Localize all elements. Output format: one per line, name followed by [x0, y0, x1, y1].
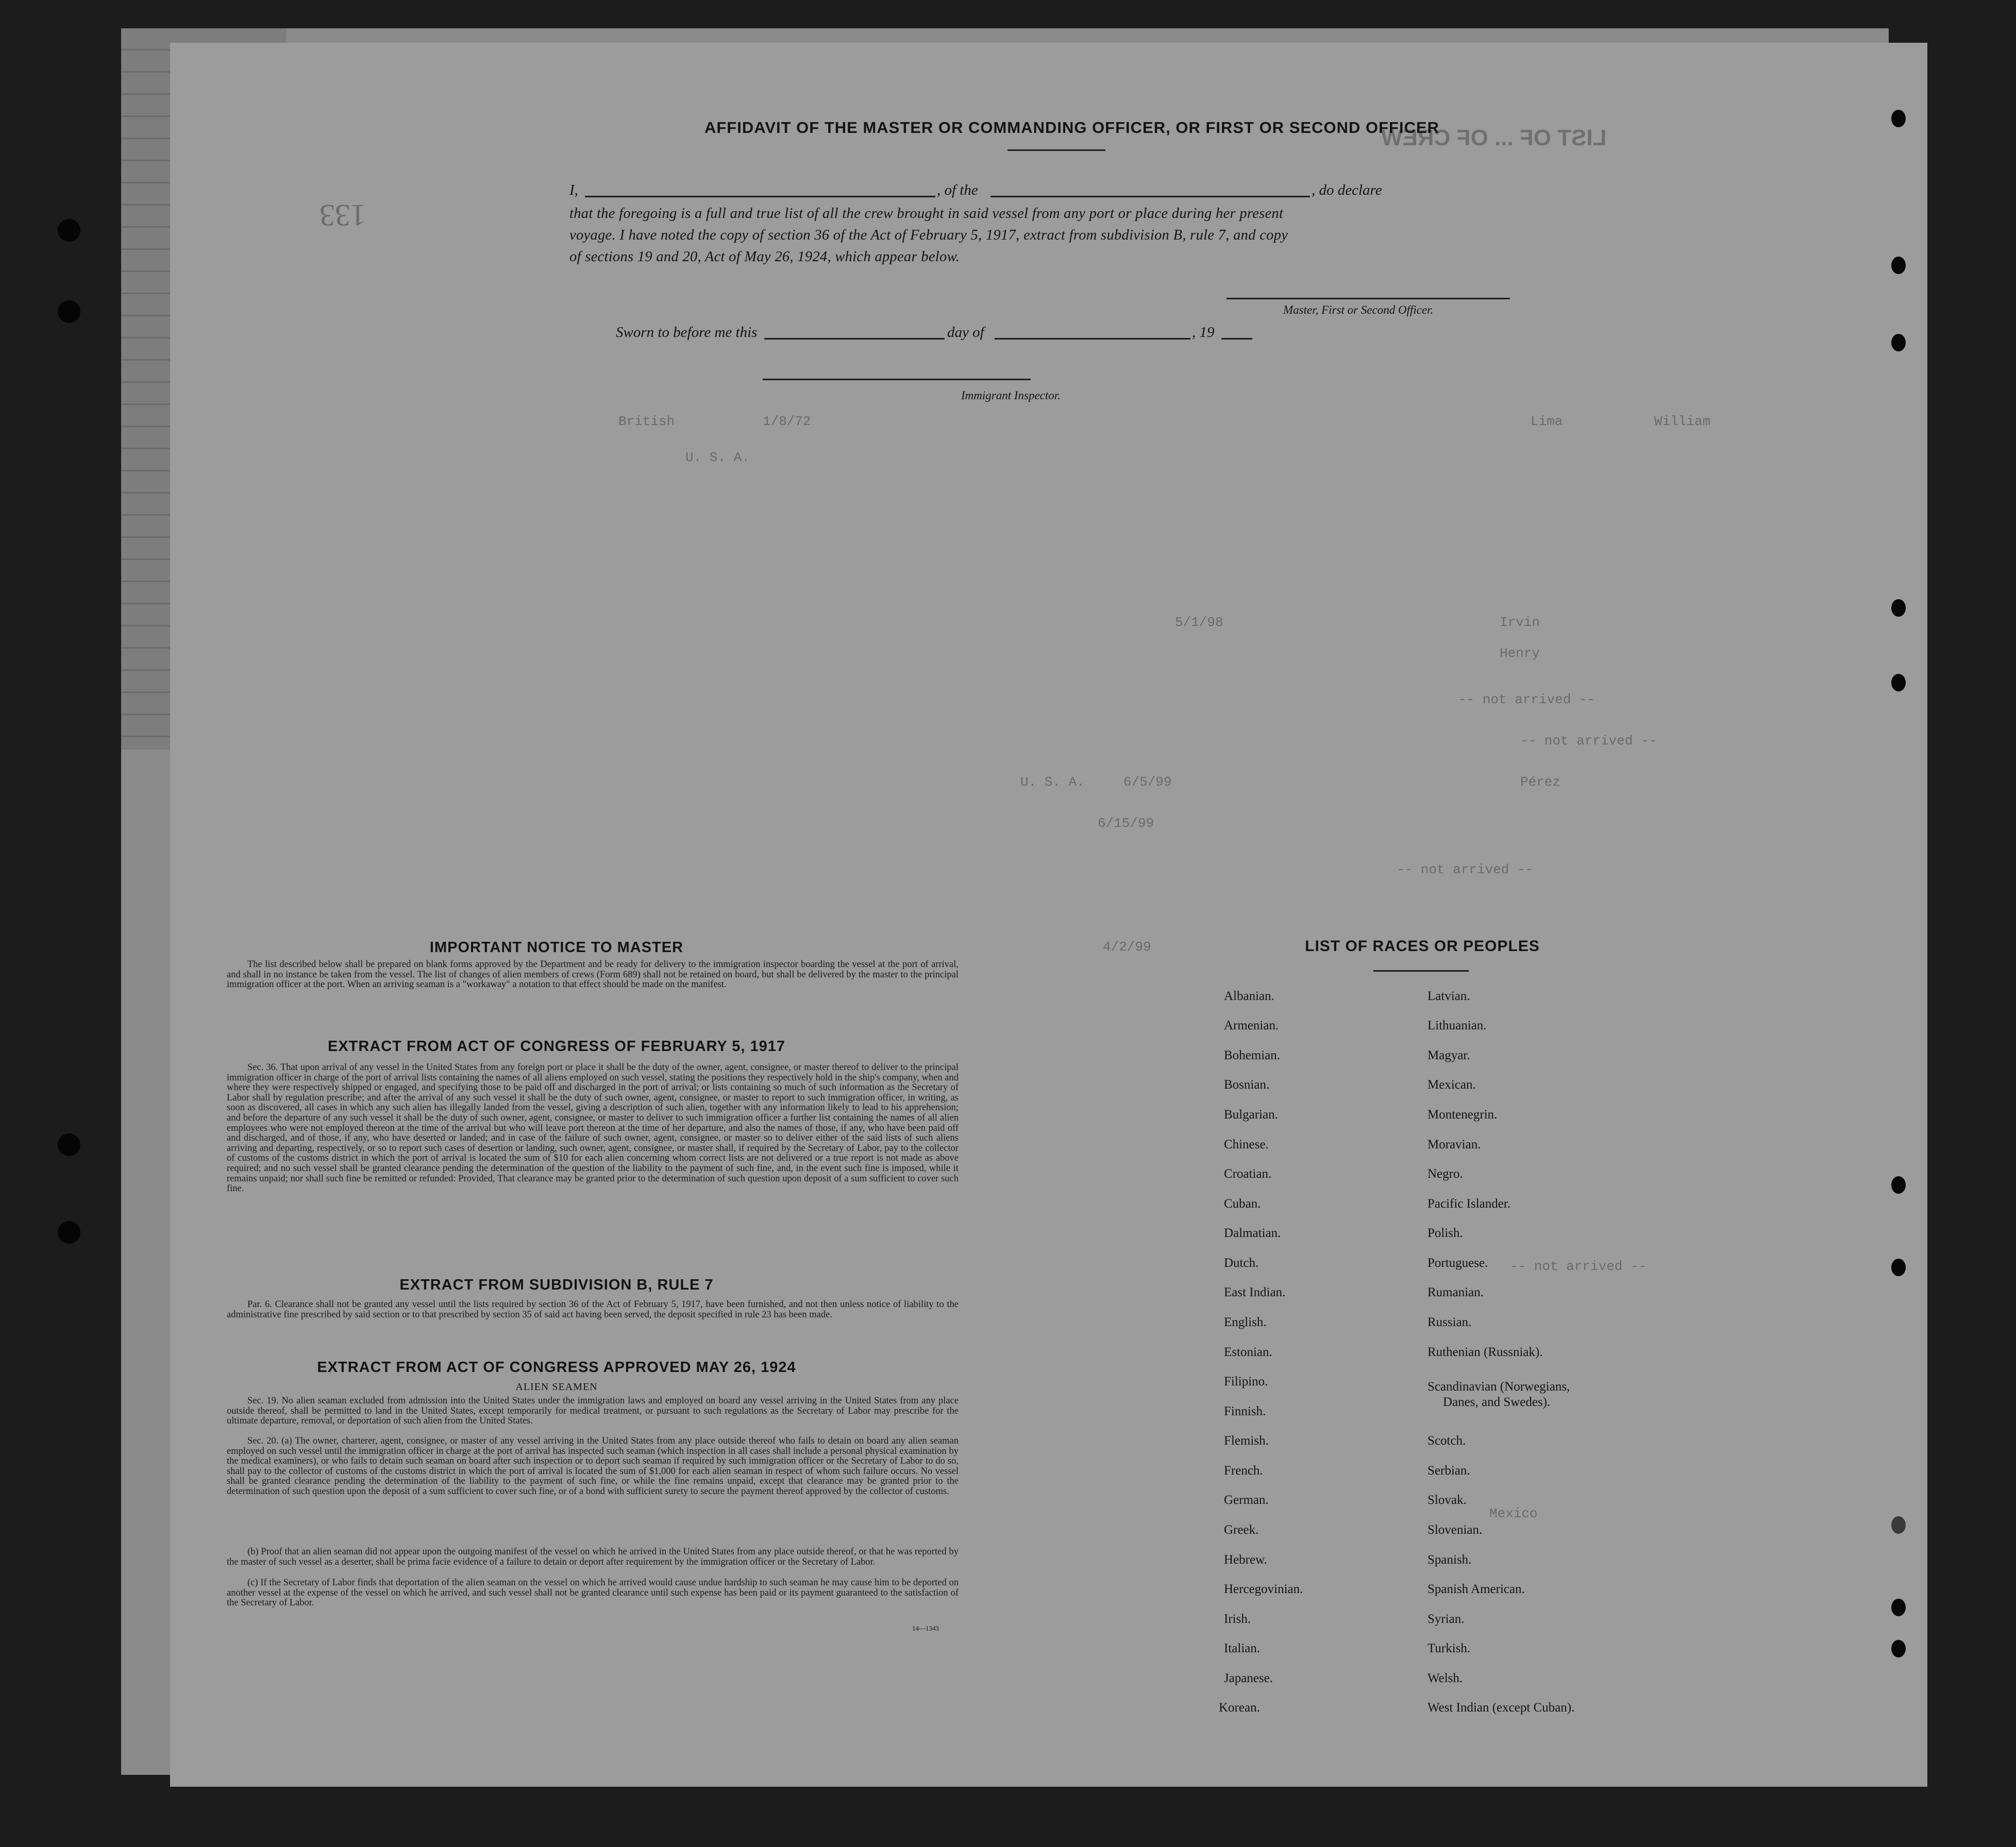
race-item: Slovak. — [1427, 1493, 1467, 1507]
extract-1917-text: Sec. 36. That upon arrival of any vessel in the United States from any foreign port or place it shall be the duty of the owner, agent, consignee, or master thereof to deliver to the principal immigration officer in charge of the port of arrival lists containing the names of all aliens employed on such vessel, stating the positions they respectively hold in the ship's company, when and where they were respectively shipped or engaged, and specifying those to be paid off and discharged in the port of arrival; or lists containing so much of such information as the Secretary of Labor shall by regulation prescribe; and after the arrival of any such vessel it shall be the duty of such owner, agent, consignee, or master to report to such immigration officer, in writing, as soon as discovered, all cases in which any such alien has illegally landed from the vessel, giving a description of such alien, together with any information likely to lead to his apprehension; and before the departure of any such vessel it shall be the duty of such owner, agent, consignee, or master to deliver to such immigration officer a further list containing the names of all alien employees who were not employed thereon at the time of the arrival but who will leave port thereon at the time of her departure, and also the names of those, if any, who have been paid off and discharged, and of those, if any, who have deserted or landed; and in case of the failure of such owner, agent, consignee, or master so to deliver either of the said lists of such aliens arriving and departing, respectively, or so to report such cases of desertion or landing, such owner, agent, consignee, or master shall, if required by the Secretary of Labor, pay to the collector of customs of the customs district in which the port of arrival is located the sum of $10 for each alien concerning whom correct lists are not delivered or a true report is not made as above required; and no such vessel shall be granted clearance pending the determination of the question of the liability to the payment of such fine, and, in the event such fine is imposed, while it remains unpaid; nor shall such fine be remitted or refunded: Provided, That clearance may be granted prior to the determination of such question upon deposit of a sum sufficient to cover such fine. — [227, 1062, 959, 1194]
race-item: Armenian. — [1224, 1019, 1279, 1032]
affidavit-do-declare: , do declare — [1312, 182, 1382, 198]
bleed-heading: LIST OF ... OF CREW — [1381, 125, 1607, 150]
bleed-row: Lima — [1531, 414, 1563, 429]
bleed-row: British — [618, 414, 675, 429]
race-item: German. — [1224, 1493, 1269, 1507]
race-item: Slovenian. — [1427, 1523, 1483, 1537]
race-item: Croatian. — [1224, 1167, 1272, 1181]
race-item: Negro. — [1427, 1167, 1463, 1181]
punch-hole — [1891, 110, 1906, 127]
bleed-row: William — [1654, 414, 1711, 429]
race-item: Syrian. — [1427, 1612, 1465, 1626]
sworn-month-blank — [995, 338, 1190, 340]
race-item: Korean. — [1219, 1701, 1260, 1715]
race-item: Mexican. — [1427, 1078, 1476, 1092]
binder-hole — [58, 300, 80, 323]
notice-text: The list described below shall be prepared on blank forms approved by the Department and be ready for delivery to the immigration inspector boarding the vessel at the port of arrival, and shall in no instance be taken from the vessel. The list of changes of alien members of crews (Form 689) shall not be retained on board, but shall be delivered by the master to the principal immigration officer at the port. When an arriving seaman is a "workaway" a notation to that effect should be made on the manifest. — [227, 959, 959, 990]
race-item: Bosnian. — [1224, 1078, 1270, 1092]
bleed-row: 5/1/98 — [1175, 615, 1223, 630]
race-item: Dalmatian. — [1224, 1226, 1281, 1240]
inspector-label: Immigrant Inspector. — [961, 389, 1061, 402]
bleed-row: U. S. A. — [1020, 774, 1085, 790]
race-item: Scotch. — [1427, 1434, 1466, 1448]
race-item: Ruthenian (Russniak). — [1427, 1345, 1543, 1359]
punch-hole — [1891, 1516, 1906, 1534]
binder-hole — [58, 219, 80, 242]
master-name-blank — [585, 196, 935, 197]
day-of-label: day of — [947, 324, 984, 341]
race-item: Pacific Islander. — [1427, 1197, 1511, 1211]
bleed-row: Henry — [1500, 646, 1540, 661]
stamp-number: 133 — [320, 198, 366, 232]
sec20b-text: (b) Proof that an alien seaman did not appear upon the outgoing manifest of the vessel on which he arrived in the United States from any place outside thereof, or that he was reported by the master of such vessel as a deserter, shall be prima facie evidence of a failure to detain or deport after requirement by the immigration officer or the Secretary of Labor. — [227, 1547, 959, 1567]
race-item: Japanese. — [1224, 1671, 1273, 1685]
bleed-row: 6/15/99 — [1098, 816, 1154, 831]
form-number: 14—1343 — [912, 1624, 939, 1632]
affidavit-text-line3: of sections 19 and 20, Act of May 26, 1924, which appear below. — [569, 249, 960, 265]
race-item: French. — [1224, 1464, 1263, 1478]
sworn-year-blank — [1221, 338, 1252, 340]
race-item: Spanish. — [1427, 1553, 1472, 1567]
punch-hole — [1891, 1176, 1906, 1194]
race-item: Polish. — [1427, 1226, 1463, 1240]
bleed-row: -- not arrived -- — [1397, 862, 1534, 877]
punch-hole — [1891, 674, 1906, 691]
bleed-row: Irvin — [1500, 615, 1540, 630]
race-item: Hebrew. — [1224, 1553, 1267, 1567]
extract-1917-title: EXTRACT FROM ACT OF CONGRESS OF FEBRUARY 5, 1917 — [327, 1038, 786, 1055]
race-item: Russian. — [1427, 1315, 1472, 1329]
race-item: Scandinavian (Norwegians, — [1427, 1380, 1570, 1394]
race-item: Bohemian. — [1224, 1048, 1281, 1062]
races-title-rule — [1373, 970, 1469, 972]
bleed-row: -- not arrived -- — [1458, 692, 1595, 707]
race-item: Spanish American. — [1427, 1582, 1525, 1596]
binder-hole — [58, 1133, 80, 1156]
punch-hole — [1891, 599, 1906, 617]
race-item: Cuban. — [1224, 1197, 1261, 1211]
race-item: East Indian. — [1224, 1285, 1286, 1299]
sec19-text: Sec. 19. No alien seaman excluded from admission into the United States under the immigration laws and employed on board any vessel arriving in the United States from any place outside thereof, shall be permitted to land in the United States, except temporarily for medical treatment, or pursuant to such regulations as the Secretary of Labor may prescribe for the ultimate departure, removal, or deportation of such alien from the United States. — [227, 1396, 959, 1427]
title-rule — [1007, 149, 1105, 151]
affidavit-text-line1: that the foregoing is a full and true list of all the crew brought in said vessel from any port or place during her present — [569, 206, 1284, 222]
punch-hole — [1891, 1259, 1906, 1276]
race-item: Italian. — [1224, 1641, 1261, 1655]
race-item: Albanian. — [1224, 989, 1274, 1003]
race-item: Turkish. — [1427, 1641, 1471, 1655]
alien-seamen-subtitle: ALIEN SEAMEN — [515, 1381, 598, 1393]
sec20c-text: (c) If the Secretary of Labor finds that deportation of the alien seaman on the vessel on which he arrived would cause undue hardship to such seaman he may cause him to be deported on another vessel at the expense of the vessel on which he arrived, and such vessel shall not be granted clearance until such expense has been paid or its payment guaranteed to the satisfaction of the Secretary of Labor. — [227, 1578, 959, 1608]
extract-rule7-text: Par. 6. Clearance shall not be granted any vessel until the lists required by section 36 of the Act of February 5, 1917, have been furnished, and not then unless notice of liability to the administrative fine prescribed by said section or to that prescribed by section 35 of said act having been served, the deposit specified in rule 23 has been made. — [227, 1299, 959, 1320]
bleed-row: 6/5/99 — [1123, 774, 1172, 790]
extract-1924-title: EXTRACT FROM ACT OF CONGRESS APPROVED MAY 26, 1924 — [317, 1359, 796, 1376]
punch-hole — [1891, 257, 1906, 274]
race-item: Greek. — [1224, 1523, 1259, 1537]
year-label: , 19 — [1192, 324, 1215, 341]
sworn-day-blank — [764, 338, 945, 340]
bleed-row: 1/8/72 — [763, 414, 811, 429]
signature-blank — [1227, 298, 1510, 299]
binder-hole — [58, 1221, 80, 1244]
bleed-row: U. S. A. — [685, 450, 750, 465]
race-item: Serbian. — [1427, 1464, 1470, 1478]
race-item: Portuguese. — [1427, 1256, 1488, 1270]
bleed-row: Pérez — [1520, 774, 1561, 790]
race-item: Estonian. — [1224, 1345, 1272, 1359]
vessel-name-blank — [990, 196, 1310, 197]
races-title: LIST OF RACES OR PEOPLES — [1305, 938, 1540, 955]
affidavit-title: AFFIDAVIT OF THE MASTER OR COMMANDING OFFICER, OR FIRST OR SECOND OFFICER — [704, 118, 1440, 137]
race-item: Moravian. — [1427, 1138, 1481, 1151]
notice-title: IMPORTANT NOTICE TO MASTER — [429, 939, 684, 956]
punch-hole — [1891, 1599, 1906, 1616]
race-item: Irish. — [1224, 1612, 1251, 1626]
punch-hole — [1891, 1640, 1906, 1657]
inspector-signature-blank — [763, 379, 1031, 380]
race-item: Dutch. — [1224, 1256, 1259, 1270]
punch-hole — [1891, 334, 1906, 351]
signature-label: Master, First or Second Officer. — [1283, 303, 1434, 316]
sec20a-text: Sec. 20. (a) The owner, charterer, agent, consignee, or master of any vessel arriving in the United States from any place outside thereof who fails to detain on board any alien seaman employed on such vessel until the immigration officer in charge at the port of arrival has inspected such seaman (which inspection in all cases shall include a personal physical examination by the medical examiners), or who fails to detain such seaman on board after such inspection or to deport such seaman if required by such immigration officer or the Secretary of Labor to do so, shall pay to the collector of customs of the customs district in which the port of arrival is located the sum of $1,000 for each alien seaman in respect of whom such failure occurs. No vessel shall be granted clearance pending the determination of the liability to the payment of such fine, or while the fine remains unpaid, except that clearance may be granted prior to the determination of such question upon the deposit of a sum sufficient to cover such fine, or of a bond with sufficient surety to secure the payment thereof approved by the collector of customs. — [227, 1436, 959, 1497]
affidavit-sheet — [170, 43, 1927, 1787]
race-item: Magyar. — [1427, 1048, 1470, 1062]
affidavit-text-line2: voyage. I have noted the copy of section 36 of the Act of February 5, 1917, extract from subdivision B, rule 7, and copy — [569, 227, 1288, 243]
race-item: English. — [1224, 1315, 1267, 1329]
race-item: Bulgarian. — [1224, 1108, 1278, 1122]
bleed-row: -- not arrived -- — [1510, 1259, 1647, 1274]
race-item: Montenegrin. — [1427, 1108, 1498, 1122]
bleed-row: Mexico — [1489, 1506, 1538, 1521]
bleed-row: 4/2/99 — [1103, 939, 1151, 955]
race-item: Finnish. — [1224, 1404, 1266, 1418]
race-item: West Indian (except Cuban). — [1427, 1701, 1575, 1715]
race-item: Hercegovinian. — [1224, 1582, 1303, 1596]
race-item-continuation: Danes, and Swedes). — [1443, 1395, 1551, 1409]
affidavit-i-label: I, — [569, 182, 578, 198]
bleed-row: -- not arrived -- — [1520, 733, 1657, 749]
race-item: Rumanian. — [1427, 1285, 1484, 1299]
sworn-label: Sworn to before me this — [616, 324, 758, 341]
race-item: Latvian. — [1427, 989, 1470, 1003]
extract-rule7-title: EXTRACT FROM SUBDIVISION B, RULE 7 — [399, 1277, 714, 1293]
affidavit-of-the: , of the — [937, 182, 978, 198]
race-item: Flemish. — [1224, 1434, 1269, 1448]
race-item: Filipino. — [1224, 1375, 1268, 1388]
race-item: Lithuanian. — [1427, 1019, 1487, 1032]
race-item: Welsh. — [1427, 1671, 1463, 1685]
race-item: Chinese. — [1224, 1138, 1269, 1151]
